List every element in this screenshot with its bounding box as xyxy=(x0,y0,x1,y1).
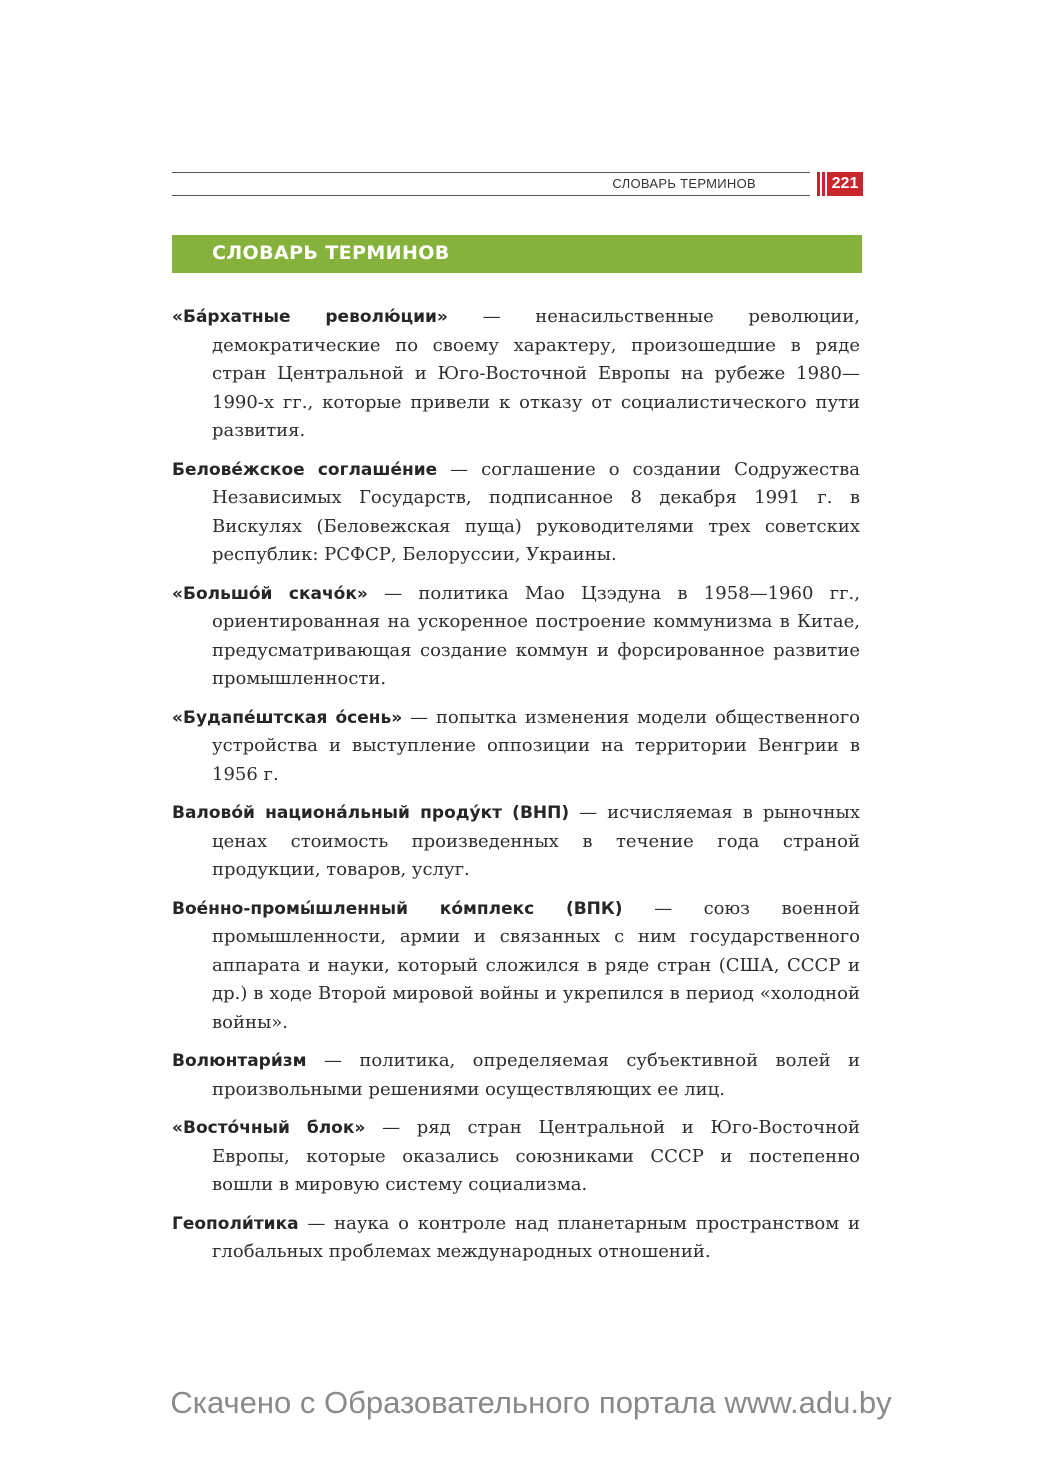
glossary-definition: попытка изменения модели общественного устройства и выступление оппозиции на территории Венгрии в 1956 г. xyxy=(212,706,860,785)
glossary-term: «Восто́чный блок» xyxy=(172,1118,366,1138)
page-number-marker xyxy=(817,172,863,196)
glossary-definition: союз военной промышленности, армии и связанных с ним государственного аппарата и науки, который сложился в ряде стран (США, СССР и др.) в ходе Второй мировой войны и укрепился в период «холодной войны». xyxy=(212,897,860,1033)
glossary-entry: «Ба́рхатные револю́ции» — ненасильственные революции, демократические по своему характеру, произошедшие в ряде стран Центральной и Юго-Восточной Европы на рубеже 1980— 1990-х гг., которые привели к отказу от социалистического пути развития. xyxy=(172,306,860,441)
glossary-list xyxy=(172,303,860,1277)
glossary-term: Геополи́тика xyxy=(172,1213,299,1234)
glossary-term: «Будапе́штская о́сень» xyxy=(172,707,403,728)
glossary-entry: «Восто́чный блок» — ряд стран Центральной и Юго-Восточной Европы, которые оказались союзниками СССР и постепенно вошли в мировую систему социализма. xyxy=(172,1117,860,1195)
glossary-entry: Волюнтари́зм — политика, определяемая субъективной волей и произвольными решениями осуществляющих ее лиц. xyxy=(172,1050,860,1100)
glossary-entry: Вое́нно-промы́шленный ко́мплекс (ВПК) — союз военной промышленности, армии и связанных с ним государственного аппарата и науки, который сложился в ряде стран (США, СССР и др.) в ходе Второй мировой войны и укрепился в период «холодной войны». xyxy=(172,897,860,1033)
section-title: СЛОВАРЬ ТЕРМИНОВ xyxy=(212,242,450,264)
glossary-definition: политика, определяемая субъективной волей и произвольными решениями осуществляющих ее лиц. xyxy=(212,1050,860,1100)
glossary-term: Волюнтари́зм xyxy=(172,1051,307,1071)
page-marker-stripe xyxy=(822,172,825,196)
glossary-definition: политика Мао Цзэдуна в 1958—1960 гг., ориентированная на ускоренное построение коммунизма в Китае, предусматривающая создание коммун и форсированное развитие промышленности. xyxy=(212,582,860,689)
glossary-term: Белове́жское соглаше́ние xyxy=(172,459,438,480)
glossary-definition: исчисляемая в рыночных ценах стоимость произведенных в течение года страной продукции, товаров, услуг. xyxy=(212,802,860,880)
header-rule-bottom xyxy=(172,195,810,196)
glossary-entry: «Большо́й скачо́к» — политика Мао Цзэдуна в 1958—1960 гг., ориентированная на ускоренное построение коммунизма в Китае, предусматривающая создание коммун и форсированное развитие промышленности. xyxy=(172,582,860,689)
glossary-term: Валово́й национа́льный проду́кт (ВНП) xyxy=(172,803,570,823)
glossary-entry: Валово́й национа́льный проду́кт (ВНП) — исчисляемая в рыночных ценах стоимость произведенных в течение года страной продукции, товаров, услуг. xyxy=(172,802,860,880)
header-rule-top xyxy=(172,172,810,173)
section-banner xyxy=(172,235,862,273)
glossary-definition: наука о контроле над планетарным пространством и глобальных проблемах международных отношений. xyxy=(212,1212,860,1262)
running-header xyxy=(172,172,862,196)
download-watermark: Скачено с Образовательного портала www.adu.by xyxy=(170,1385,892,1420)
glossary-entry: «Будапе́штская о́сень» — попытка изменения модели общественного устройства и выступление оппозиции на территории Венгрии в 1956 г. xyxy=(172,706,860,785)
page-number: 221 xyxy=(827,172,863,196)
glossary-entry: Белове́жское соглаше́ние — соглашение о создании Содружества Независимых Государств, подписанное 8 декабря 1991 г. в Вискулях (Беловежская пуща) руководителями трех советских республик: РСФСР, Белоруссии, Украины. xyxy=(172,458,860,565)
running-title: СЛОВАРЬ ТЕРМИНОВ xyxy=(612,176,756,191)
page-marker-stripe xyxy=(817,172,820,196)
glossary-definition: ненасильственные революции, демократические по своему характеру, произошедшие в ряде стран Центральной и Юго-Восточной Европы на рубеже 1980— 1990-х гг., которые привели к отказу от социалистического пути развития. xyxy=(212,306,860,441)
glossary-definition: соглашение о создании Содружества Независимых Государств, подписанное 8 декабря 1991 г. в Вискулях (Беловежская пуща) руководителями трех советских республик: РСФСР, Белоруссии, Украины. xyxy=(212,458,860,565)
glossary-definition: ряд стран Центральной и Юго-Восточной Европы, которые оказались союзниками СССР и постепенно вошли в мировую систему социализма. xyxy=(212,1117,860,1195)
glossary-term: Вое́нно-промы́шленный ко́мплекс (ВПК) xyxy=(172,898,623,919)
glossary-term: «Ба́рхатные револю́ции» xyxy=(172,307,448,327)
glossary-entry: Геополи́тика — наука о контроле над планетарным пространством и глобальных проблемах международных отношений. xyxy=(172,1212,860,1262)
glossary-term: «Большо́й скачо́к» xyxy=(172,583,368,604)
